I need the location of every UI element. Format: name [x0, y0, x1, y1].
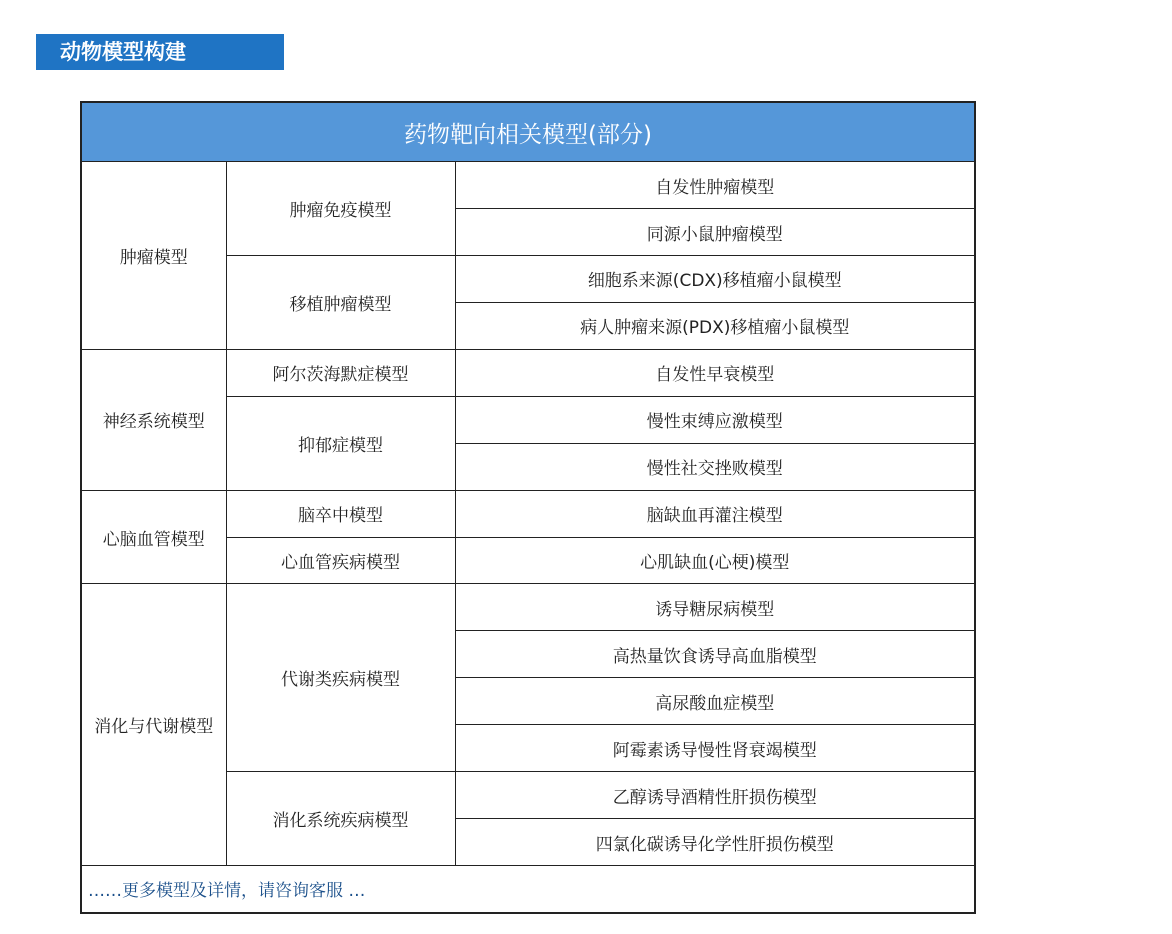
subcategory-cell: 移植肿瘤模型 — [226, 256, 455, 350]
model-cell: 脑缺血再灌注模型 — [455, 490, 974, 537]
models-table — [80, 101, 976, 914]
category-cell: 神经系统模型 — [82, 349, 226, 490]
subcategory-cell: 心血管疾病模型 — [226, 537, 455, 584]
subcategory-cell: 代谢类疾病模型 — [226, 584, 455, 772]
subcategory-cell: 肿瘤免疫模型 — [226, 162, 455, 256]
category-cell: 肿瘤模型 — [82, 162, 226, 350]
model-cell: 自发性肿瘤模型 — [455, 162, 974, 209]
model-cell: 阿霉素诱导慢性肾衰竭模型 — [455, 725, 974, 772]
section-title: 动物模型构建 — [36, 34, 284, 70]
subcategory-cell: 消化系统疾病模型 — [226, 772, 455, 866]
model-cell: 心肌缺血(心梗)模型 — [455, 537, 974, 584]
table-title: 药物靶向相关模型(部分) — [82, 103, 974, 162]
model-cell: 高尿酸血症模型 — [455, 678, 974, 725]
subcategory-cell: 抑郁症模型 — [226, 396, 455, 490]
model-cell: 高热量饮食诱导高血脂模型 — [455, 631, 974, 678]
subcategory-cell: 脑卒中模型 — [226, 490, 455, 537]
model-cell: 诱导糖尿病模型 — [455, 584, 974, 631]
subcategory-cell: 阿尔茨海默症模型 — [226, 349, 455, 396]
model-cell: 四氯化碳诱导化学性肝损伤模型 — [455, 819, 974, 866]
category-cell: 心脑血管模型 — [82, 490, 226, 584]
model-cell: 同源小鼠肿瘤模型 — [455, 209, 974, 256]
category-cell: 消化与代谢模型 — [82, 584, 226, 866]
model-cell: 乙醇诱导酒精性肝损伤模型 — [455, 772, 974, 819]
model-cell: 细胞系来源(CDX)移植瘤小鼠模型 — [455, 256, 974, 303]
model-cell: 慢性束缚应激模型 — [455, 396, 974, 443]
model-cell: 病人肿瘤来源(PDX)移植瘤小鼠模型 — [455, 302, 974, 349]
model-cell: 自发性早衰模型 — [455, 349, 974, 396]
model-cell: 慢性社交挫败模型 — [455, 443, 974, 490]
footer-note: ……更多模型及详情，请咨询客服 … — [82, 865, 974, 912]
